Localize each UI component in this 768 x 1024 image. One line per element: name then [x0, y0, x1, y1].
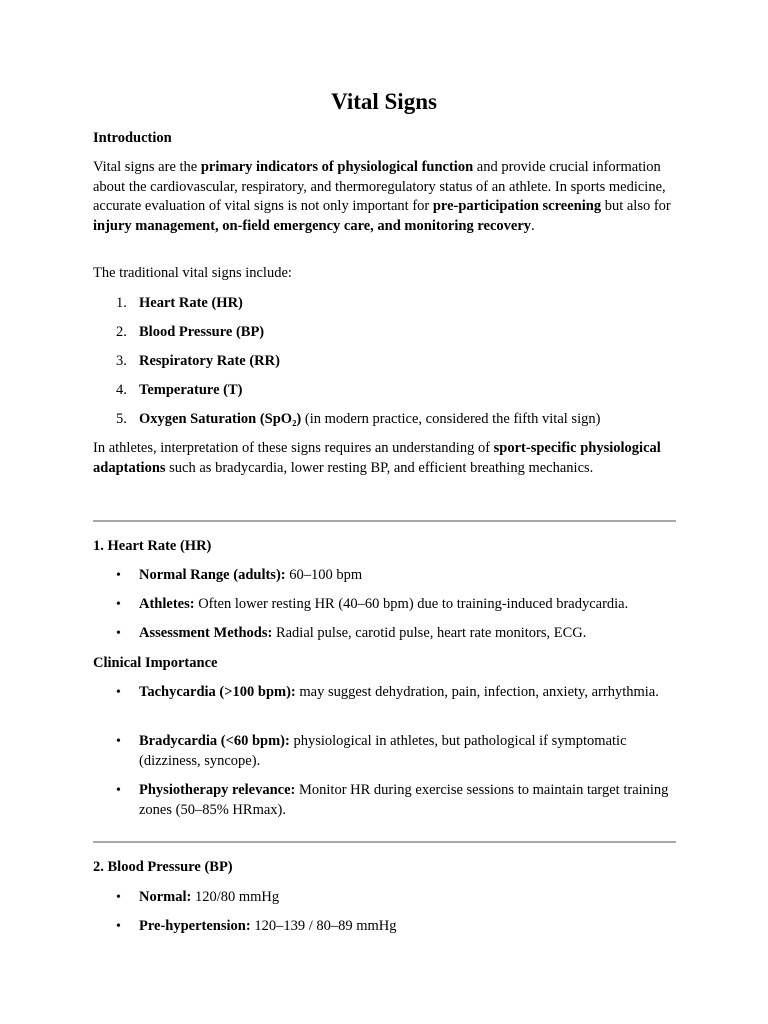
bullet-item: Athletes: Often lower resting HR (40–60 bpm) due to training-induced bradycardia.	[139, 596, 629, 612]
section-heading-blood-pressure: 2. Blood Pressure (BP)	[93, 859, 233, 875]
page-title: Vital Signs	[331, 89, 437, 114]
bullet-icon: •	[116, 890, 121, 905]
list-number: 1.	[116, 295, 127, 311]
bullet-icon: •	[116, 626, 121, 641]
bullet-item: Physiotherapy relevance: Monitor HR during exercise sessions to maintain target training zones (50–85% HRmax).	[139, 782, 669, 818]
bullet-item: Bradycardia (<60 bpm): physiological in athletes, but pathological if symptomatic (dizziness, syncope).	[139, 733, 627, 769]
list-item: Respiratory Rate (RR)	[139, 353, 280, 369]
list-item: Oxygen Saturation (SpO₂) (in modern practice, considered the fifth vital sign)	[139, 411, 601, 427]
bullet-icon: •	[116, 685, 121, 700]
list-intro: The traditional vital signs include:	[93, 265, 292, 281]
bullet-icon: •	[116, 568, 121, 583]
bullet-item: Pre-hypertension: 120–139 / 80–89 mmHg	[139, 918, 397, 934]
intro-paragraph-2: In athletes, interpretation of these signs requires an understanding of sport-specific physiological adaptations such as bradycardia, lower resting BP, and efficient breathing mechanics.	[93, 440, 661, 476]
intro-heading: Introduction	[93, 130, 172, 146]
list-number: 5.	[116, 411, 127, 427]
bullet-icon: •	[116, 734, 121, 749]
list-item: Heart Rate (HR)	[139, 295, 243, 311]
section-heading-heart-rate: 1. Heart Rate (HR)	[93, 538, 212, 554]
list-item: Blood Pressure (BP)	[139, 324, 265, 340]
section-divider	[93, 841, 676, 843]
list-number: 4.	[116, 382, 127, 398]
bullet-item: Normal Range (adults): 60–100 bpm	[139, 567, 363, 583]
list-number: 2.	[116, 324, 127, 340]
bullet-item: Assessment Methods: Radial pulse, carotid pulse, heart rate monitors, ECG.	[139, 625, 587, 641]
bullet-icon: •	[116, 919, 121, 934]
bullet-item: Normal: 120/80 mmHg	[139, 889, 280, 905]
bullet-icon: •	[116, 597, 121, 612]
clinical-importance-heading: Clinical Importance	[93, 655, 218, 671]
list-item: Temperature (T)	[139, 382, 243, 398]
bullet-item: Tachycardia (>100 bpm): may suggest dehydration, pain, infection, anxiety, arrhythmia.	[139, 684, 659, 700]
bullet-icon: •	[116, 783, 121, 798]
section-divider	[93, 520, 676, 522]
intro-paragraph-1: Vital signs are the primary indicators of physiological function and provide crucial information about the cardiovascular, respiratory, and thermoregulatory status of an athlete. In sports medicine, accurate evaluation of vital signs is not only important for pre-participation screening but also for injury management, on-field emergency care, and monitoring recovery.	[93, 159, 671, 234]
list-number: 3.	[116, 353, 127, 369]
